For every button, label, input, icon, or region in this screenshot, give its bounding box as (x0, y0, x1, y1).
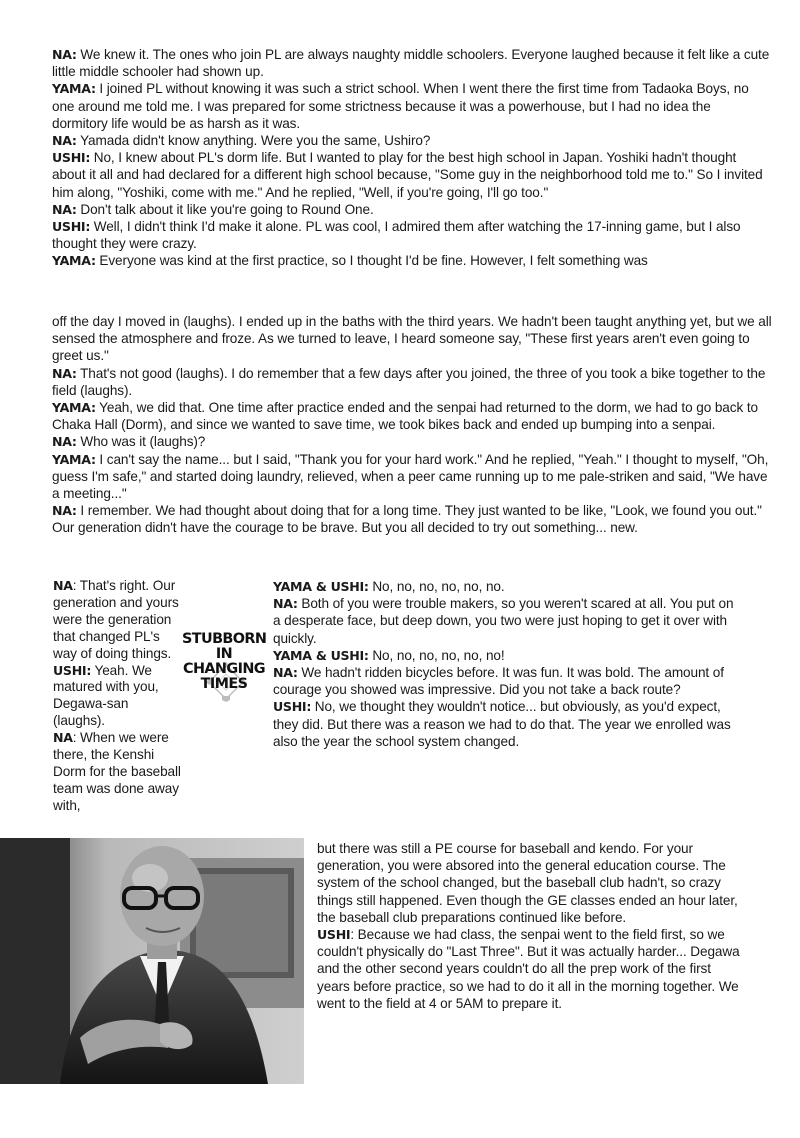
speaker-label: YAMA & USHI: (273, 647, 369, 663)
dialogue-text: Yamada didn't know anything. Were you the same, Ushiro? (76, 133, 431, 149)
dialogue-text: No, no, no, no, no, no! (368, 647, 505, 663)
speaker-label: NA: (52, 47, 77, 62)
dialogue-text: Don't talk about it like you're going to Round One. (76, 201, 374, 217)
dialogue-line (273, 595, 741, 647)
dialogue-text: off the day I moved in (laughs). I ended up in the baths with the third years. We hadn't been taught anything yet, but we all sensed the atmosphere and froze. As we turned to leave, I heard someone say, "These first years aren't even going to greet us." (52, 314, 772, 364)
speaker-label: NA: (273, 596, 298, 612)
dialogue-line (53, 578, 181, 663)
dialogue-line (52, 451, 774, 503)
speaker-label: NA: (52, 201, 77, 217)
dialogue-text: Well, I didn't think I'd make it alone. PL was cool, I admired them after watching the 17-inning game, but I also thought they were crazy. (52, 219, 741, 252)
dialogue-line (52, 201, 770, 218)
right-column-dialogue (273, 578, 741, 750)
speaker-label: YAMA: (52, 253, 96, 269)
speaker-label: YAMA: (52, 451, 96, 467)
dialogue-line (52, 132, 770, 149)
dialogue-text: : That's right. Our generation and yours were the generation that changed PL's way of doing things. (53, 578, 179, 661)
speaker-label: NA: (52, 133, 77, 149)
dialogue-text: I remember. We had thought about doing that for a long time. They just wanted to be like, "Look, we found you out." Our generation didn't have the courage to be brave. But you all decided to try out something... new. (52, 503, 762, 536)
dialogue-text: No, we thought they wouldn't notice... but obviously, as you'd expect, they did. But there was a reason we had to do that. The year we enrolled was also the year the school system changed. (273, 699, 731, 749)
speaker-label: USHI: (52, 150, 91, 166)
dialogue-text: I joined PL without knowing it was such a strict school. When I went there the first time from Tadaoka Boys, no one around me told me. I was prepared for some strictness because it was a powerhouse, but I had no idea the dormitory life would be as harsh as it was. (52, 81, 749, 131)
dialogue-line (52, 399, 774, 433)
dialogue-text: Yeah, we did that. One time after practice ended and the senpai had returned to the dorm, we had to go back to Chaka Hall (Dorm), and since we wanted to save time, we took bikes back and ended up bumping into a senpai. (52, 400, 758, 433)
dialogue-text: No, no, no, no, no, no. (368, 579, 505, 594)
dialogue-text: : When we were there, the Kenshi Dorm for the baseball team was done away with, (53, 730, 181, 813)
dialogue-line (52, 46, 770, 80)
dialogue-text: but there was still a PE course for baseball and kendo. For your generation, you were absored into the general education course. The system of the school changed, but the baseball club hadn't, so crazy things still happened. Even though the GE classes ended an hour later, the baseball club preparations continued like before. (317, 841, 738, 925)
dialogue-line (273, 698, 741, 750)
speaker-label: USHI: (52, 219, 91, 235)
dialogue-line (52, 149, 770, 201)
speaker-label: USHI: (273, 699, 312, 715)
speaker-label: NA: (52, 365, 77, 381)
dialogue-text: We knew it. The ones who join PL are always naughty middle schoolers. Everyone laughed because it felt like a cute little middle schooler had shown up. (52, 47, 770, 80)
dialogue-line (53, 663, 181, 731)
dialogue-text: We hadn't ridden bicycles before. It was fun. It was bold. The amount of courage you showed was impressive. Did you not take a back route? (273, 665, 724, 698)
dialogue-line (273, 664, 741, 698)
dialogue-line (52, 365, 774, 399)
speaker-label: YAMA: (52, 400, 96, 416)
dialogue-text: I can't say the name... but I said, "Thank you for your hard work." And he replied, "Yeah." I thought to myself, "Oh, guess I'm safe," and started doing laundry, relieved, when a peer came running up to me pale-striken and said, "We have a meeting..." (52, 451, 769, 502)
dialogue-line (53, 730, 181, 815)
bottom-dialogue-block (317, 840, 747, 1012)
dialogue-text: Yeah. We matured with you, Degawa-san (laughs). (53, 662, 159, 729)
speaker-label: YAMA: (52, 81, 96, 97)
speaker-label: NA (53, 578, 73, 593)
dialogue-line (52, 502, 774, 536)
dialogue-line (52, 252, 770, 269)
dialogue-text: Everyone was kind at the first practice, so I thought I'd be fine. However, I felt something was (95, 253, 648, 269)
interviewee-photo-art (0, 838, 304, 1084)
dialogue-line (273, 578, 741, 595)
speaker-label: NA: (52, 434, 77, 450)
dialogue-line (52, 80, 770, 132)
middle-dialogue-block (52, 313, 774, 537)
dialogue-line (52, 218, 770, 252)
dialogue-text: No, I knew about PL's dorm life. But I wanted to play for the best high school in Japan. Yoshiki hadn't thought about it all and had declared for a different high school because, "Some guy in the neighborhood told me to." So I invited him along, "Yoshiki, come with me." And he replied, "Well, if you're going, I'll go too." (52, 150, 763, 200)
dialogue-text: Who was it (laughs)? (76, 434, 206, 450)
interviewee-photo (0, 838, 304, 1084)
speaker-label: NA: (52, 503, 77, 519)
dialogue-line (317, 926, 747, 1012)
dialogue-text: : Because we had class, the senpai went to the field first, so we couldn't physically do "Last Three". But it was actually harder... Degawa and the other second years couldn't do all the prep work of the first years before practice, so we had to do it all in the morning together. We went to the field at 4 or 5AM to prepare it. (317, 927, 740, 1011)
top-dialogue-block (52, 46, 770, 270)
speaker-label: USHI: (53, 662, 92, 678)
dialogue-line (273, 647, 741, 664)
dialogue-line (52, 433, 774, 450)
dialogue-line (317, 840, 747, 926)
dialogue-text: Both of you were trouble makers, so you weren't scared at all. You put on a desperate face, but deep down, you two were just hoping to get it over with quickly. (273, 596, 734, 646)
left-column-dialogue (53, 578, 181, 815)
speaker-label: USHI (317, 927, 351, 943)
dialogue-text: That's not good (laughs). I do remember that a few days after you joined, the three of you took a bike together to the field (laughs). (52, 365, 766, 398)
section-heading (182, 632, 266, 692)
speaker-label: YAMA & USHI: (273, 579, 369, 594)
speaker-label: NA (53, 730, 73, 746)
section-heading-title: STUBBORN IN CHANGING TIMES (182, 631, 267, 692)
dialogue-line (52, 313, 774, 365)
speaker-label: NA: (273, 665, 298, 681)
